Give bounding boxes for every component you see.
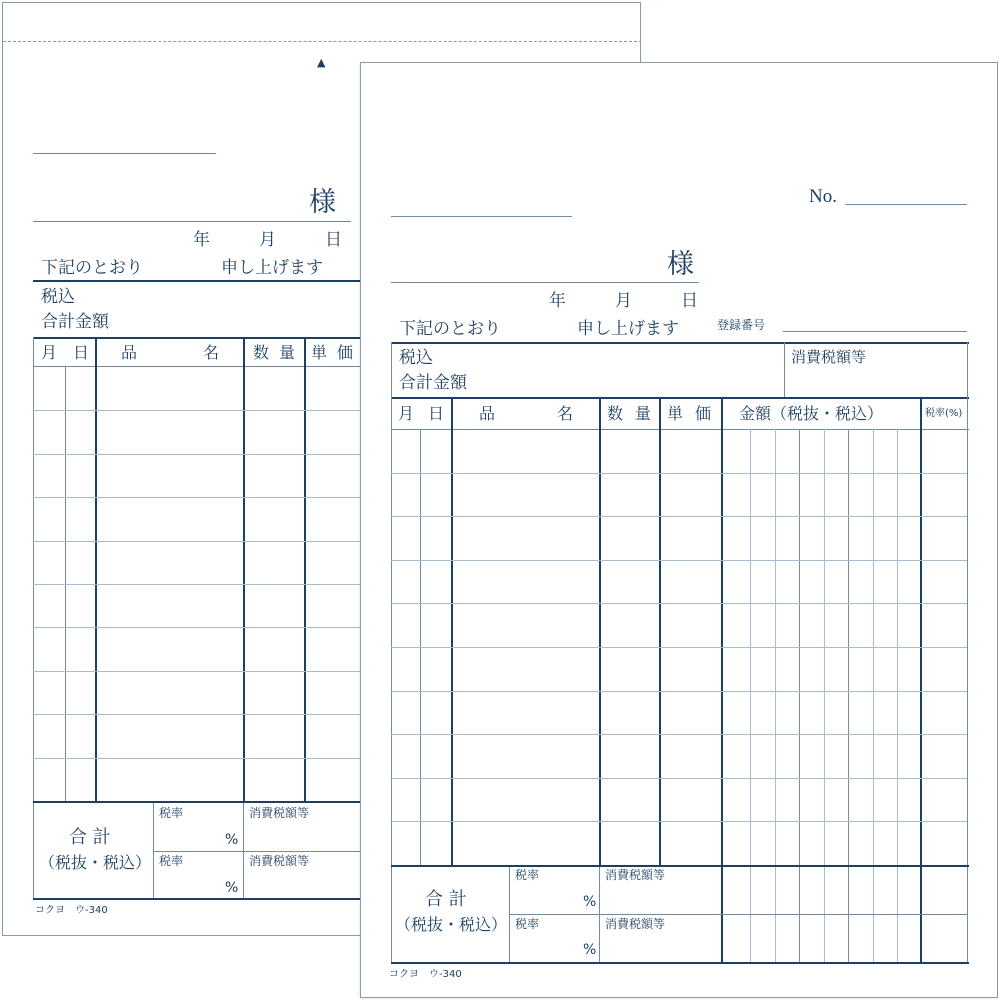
col-header-qty-2: 量: [279, 343, 296, 362]
col-header-unit-2: 価: [695, 404, 712, 423]
tax-rate-label: 税率: [515, 868, 540, 882]
consumption-tax-label: 消費税額等: [791, 348, 867, 366]
recipient-underline: [33, 221, 351, 222]
col-header-name: 名: [557, 404, 574, 423]
digit-rule: [824, 429, 825, 964]
percent-sign: %: [225, 880, 239, 896]
row-rule: [391, 647, 967, 648]
registration-number-label: 登録番号: [717, 318, 766, 332]
summary-left-border: [391, 342, 392, 398]
row-rule: [391, 821, 967, 822]
col-header-qty-1: 数: [253, 343, 270, 362]
total-amount-label: 合計金額: [41, 312, 109, 332]
col-header-day: 日: [428, 404, 445, 423]
recipient-underline: [391, 282, 699, 283]
column-rule: [967, 397, 968, 964]
totals-top-rule: [391, 865, 969, 867]
column-rule: [721, 397, 723, 964]
tax-rate-label: 税率: [159, 854, 184, 868]
month-label: 月: [615, 291, 632, 311]
col-header-item: 品: [479, 404, 496, 423]
digit-rule: [750, 429, 751, 964]
column-rule: [599, 397, 601, 865]
year-label: 年: [549, 291, 566, 311]
as-follows-text: 下記のとおり: [399, 319, 501, 339]
tax-amount-label: 消費税額等: [249, 854, 310, 868]
tax-amount-label: 消費税額等: [605, 917, 666, 931]
column-rule: [304, 337, 306, 801]
registration-number-line: [783, 331, 967, 332]
summary-divider: [784, 342, 785, 398]
tax-incl-label: 税込: [399, 348, 433, 368]
digit-rule: [897, 429, 898, 964]
declare-text: 申し上げます: [577, 319, 679, 339]
honorific: 様: [309, 187, 336, 218]
row-rule: [391, 516, 967, 517]
triangle-marker-icon: ▲: [317, 56, 326, 69]
percent-sign: %: [583, 942, 597, 958]
recipient-line: [391, 216, 572, 217]
col-header-unit-2: 価: [337, 343, 354, 362]
column-rule: [920, 397, 922, 964]
col-header-qty-2: 量: [635, 404, 652, 423]
col-header-tax-rate: 税率(%): [925, 408, 963, 419]
row-rule: [391, 691, 967, 692]
col-header-month: 月: [398, 404, 415, 423]
month-label: 月: [259, 230, 276, 250]
honorific: 様: [667, 249, 694, 280]
col-header-month: 月: [41, 343, 58, 362]
col-header-amount: 金額（税抜・税込）: [739, 404, 884, 423]
total-label: 合 計: [69, 827, 111, 848]
table-top-rule: [391, 397, 969, 399]
row-rule: [391, 473, 967, 474]
digit-group-rule: [799, 429, 800, 964]
col-header-unit-1: 単: [311, 343, 328, 362]
summary-right-border: [967, 342, 968, 398]
declare-text: 申し上げます: [221, 258, 323, 278]
tax-rate-label: 税率: [159, 806, 184, 820]
total-sub-label: （税抜・税込）: [395, 915, 508, 934]
row-rule: [391, 734, 967, 735]
number-label: No.: [809, 186, 837, 207]
column-rule: [243, 337, 245, 801]
perforation-line: [3, 41, 641, 42]
maker-footer: コクヨ ウ-340: [389, 969, 462, 980]
tax-rate-label: 税率: [515, 917, 540, 931]
row-rule: [391, 603, 967, 604]
recipient-line: [33, 153, 216, 154]
number-line: [845, 204, 967, 205]
col-header-item: 品: [121, 343, 138, 362]
column-rule: [95, 337, 97, 801]
day-label: 日: [681, 291, 698, 311]
as-follows-text: 下記のとおり: [41, 258, 143, 278]
row-rule: [391, 560, 967, 561]
col-header-unit-1: 単: [667, 404, 684, 423]
day-label: 日: [325, 230, 342, 250]
tax-amount-label: 消費税額等: [249, 806, 310, 820]
column-rule: [33, 337, 34, 899]
total-sub-label: （税抜・税込）: [39, 853, 152, 872]
column-rule: [659, 397, 661, 865]
total-label: 合 計: [425, 889, 467, 910]
column-rule: [391, 397, 392, 964]
maker-footer: コクヨ ウ-340: [35, 905, 108, 916]
digit-rule: [873, 429, 874, 964]
year-label: 年: [193, 230, 210, 250]
digit-rule: [775, 429, 776, 964]
row-rule: [391, 778, 967, 779]
col-header-day: 日: [73, 343, 90, 362]
col-header-name: 名: [203, 343, 220, 362]
front-form-sheet: [360, 62, 998, 998]
tax-amount-label: 消費税額等: [605, 868, 666, 882]
percent-sign: %: [225, 832, 239, 848]
digit-group-rule: [848, 429, 849, 964]
column-rule: [451, 397, 453, 865]
percent-sign: %: [583, 894, 597, 910]
total-amount-label: 合計金額: [399, 373, 467, 393]
col-header-qty-1: 数: [607, 404, 624, 423]
summary-top-rule: [391, 342, 969, 344]
tax-incl-label: 税込: [41, 287, 75, 307]
header-bottom-rule: [391, 429, 969, 430]
totals-mid-rule: [509, 914, 967, 915]
totals-bottom-rule: [391, 962, 969, 964]
